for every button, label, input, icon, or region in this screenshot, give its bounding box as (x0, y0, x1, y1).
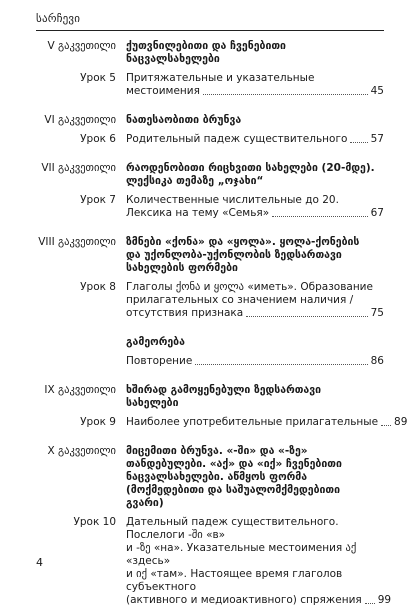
page-number: 4 (36, 556, 43, 569)
dot-leader (203, 94, 368, 95)
lesson-title-line: ზმნები «ქონა» და «ყოლა». ყოლა-ქონების (126, 236, 360, 248)
description-line: отсутствия признака (126, 307, 244, 319)
urok-label: Урок 7 (80, 194, 116, 206)
urok-label: Урок 5 (80, 72, 116, 84)
toc-entry-urok-8 (36, 281, 384, 320)
toc-entry-urok-7 (36, 194, 384, 220)
lesson-label: X გაკვეთილი (47, 445, 116, 457)
page-ref: 57 (370, 133, 384, 145)
lesson-title-line: გამეორება (126, 336, 185, 348)
lesson-title-line: თანდებულები. «აქ» და «იქ» ჩვენებითი (126, 458, 342, 470)
description-line: Наиболее употребительные прилагательные (126, 416, 379, 428)
urok-label: Урок 6 (80, 133, 116, 145)
urok-label: Урок 8 (80, 281, 116, 293)
page-ref: 45 (370, 85, 384, 97)
page-ref: 99 (377, 594, 392, 606)
lesson-title-line: მიცემითი ბრუნვა. «-ში» და «-ზე» (126, 445, 308, 457)
urok-label: Урок 10 (73, 516, 116, 528)
description-line: и -ზე «на». Указательные местоимения აქ «здесь» (126, 542, 357, 567)
toc-entry-urok-9 (36, 416, 408, 429)
description-line: прилагательных со значением наличия / (126, 294, 354, 306)
page-ref: 89 (394, 416, 408, 428)
dot-leader (381, 425, 391, 426)
lesson-title-line: ნაცვალსახელები (126, 53, 220, 65)
page-ref: 86 (370, 355, 384, 367)
dot-leader (272, 216, 367, 217)
lesson-label: V გაკვეთილი (47, 40, 116, 52)
description-line: местоимения (126, 85, 200, 97)
description-line: и იქ «там». Настоящее время глаголов субъектного (126, 568, 343, 593)
description-line: (активного и медиоактивного) спряжения (126, 594, 362, 606)
lesson-title-line: ხშირად გამოყენებული ზედსართავი (126, 384, 322, 396)
description-line: Количественные числительные до 20. (126, 194, 339, 206)
lesson-title-line: და უქონლობა-უქონლობის ზედსართავი (126, 249, 342, 261)
page-ref: 67 (370, 207, 384, 219)
urok-label (36, 355, 126, 368)
header-rule (36, 30, 384, 31)
lesson-title-line: სახელები (126, 397, 179, 409)
description-line: Лексика на тему «Семья» (126, 207, 270, 219)
lesson-title-line: ნაცვალსახელები. აწმყოს ფორმა (126, 471, 308, 483)
toc-entry-urok-6 (36, 133, 384, 146)
lesson-title-line: რაოდენობითი რიცხვითი სახელები (20-მდე). (126, 162, 375, 174)
table-of-contents (36, 40, 408, 607)
dot-leader (350, 142, 367, 143)
lesson-title-line: (მოქმედებითი და საშუალომქმედებითი (126, 484, 341, 496)
dot-leader (195, 364, 367, 365)
toc-entry-lesson-10 (36, 445, 384, 510)
dot-leader (365, 603, 375, 604)
lesson-label: IX გაკვეთილი (44, 384, 116, 396)
dot-leader (246, 316, 367, 317)
lesson-title-line: ქუთვნილებითი და ჩვენებითი (126, 40, 286, 52)
description-line: Глаголы ქონა и ყოლა «иметь». Образование (126, 281, 373, 293)
page-header: სარჩევი (36, 12, 81, 25)
lesson-label: VI გაკვეთილი (44, 114, 116, 126)
lesson-title-line: სახელების ფორმები (126, 262, 238, 274)
toc-entry-lesson-9 (36, 384, 384, 410)
lesson-title-line: გვარი) (126, 497, 164, 509)
lesson-label: VIII გაკვეთილი (38, 236, 116, 248)
toc-entry-review-ru (36, 355, 384, 368)
description-line: Притяжательные и указательные (126, 72, 315, 84)
toc-entry-lesson-5 (36, 40, 384, 66)
lesson-label: VII გაკვეთილი (41, 162, 116, 174)
toc-entry-urok-5 (36, 72, 384, 98)
toc-entry-lesson-8 (36, 236, 384, 275)
toc-entry-lesson-7 (36, 162, 384, 188)
lesson-title-line: ნათესაობითი ბრუნვა (126, 114, 242, 126)
page-ref: 75 (370, 307, 384, 319)
toc-entry-urok-10 (36, 516, 392, 607)
toc-entry-lesson-6 (36, 114, 384, 127)
description-line: Повторение (126, 355, 193, 367)
description-line: Дательный падеж существительного. Послелоги -ში «в» (126, 516, 339, 541)
urok-label: Урок 9 (80, 416, 116, 428)
description-line: Родительный падеж существительного (126, 133, 348, 145)
lesson-label (36, 336, 126, 349)
lesson-title-line: ლექსიკა თემაზე „ოჯახი“ (126, 175, 264, 187)
toc-entry-review (36, 336, 384, 349)
